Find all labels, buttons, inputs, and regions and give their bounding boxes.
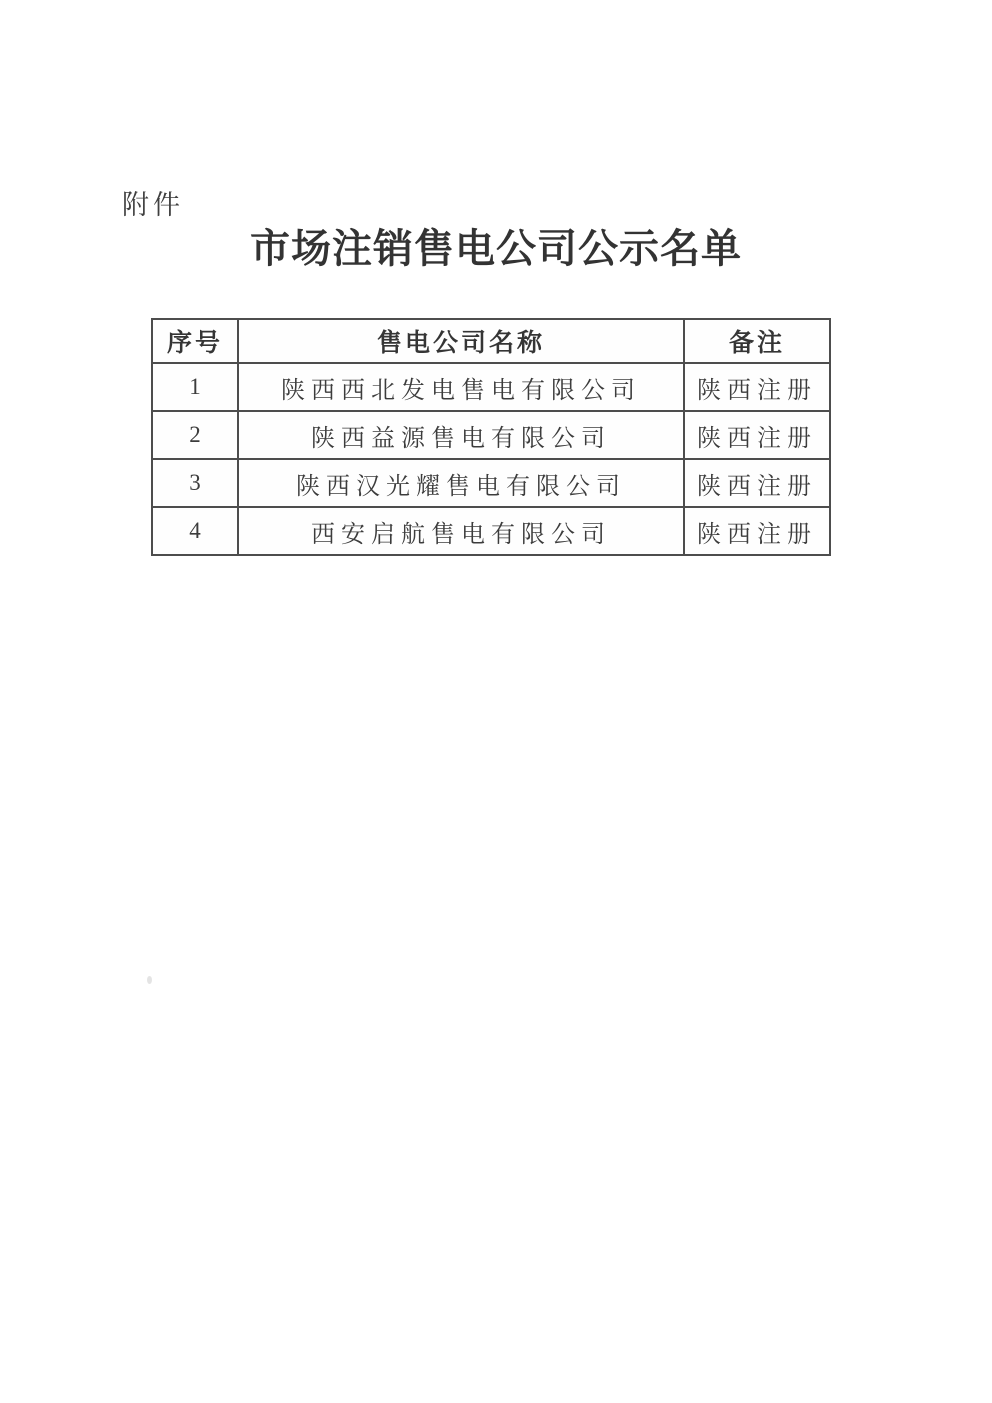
- row-remark: 陕西注册: [684, 363, 830, 411]
- scan-artifact: [147, 976, 152, 984]
- company-table: [151, 318, 831, 556]
- table-row: [152, 507, 830, 555]
- table-row: [152, 363, 830, 411]
- header-cell-no: 序号: [152, 319, 238, 363]
- page-title: 市场注销售电公司公示名单: [250, 226, 742, 271]
- row-name: 西安启航售电有限公司: [238, 507, 684, 555]
- header-cell-remark: 备注: [684, 319, 830, 363]
- table-header-row: [152, 319, 830, 363]
- row-remark: 陕西注册: [684, 411, 830, 459]
- row-name: 陕西西北发电售电有限公司: [238, 363, 684, 411]
- row-name: 陕西汉光耀售电有限公司: [238, 459, 684, 507]
- attachment-label: 附件: [122, 190, 184, 220]
- row-no: 4: [152, 507, 238, 555]
- header-cell-name: 售电公司名称: [238, 319, 684, 363]
- table-row: [152, 459, 830, 507]
- row-remark: 陕西注册: [684, 459, 830, 507]
- row-name: 陕西益源售电有限公司: [238, 411, 684, 459]
- row-no: 3: [152, 459, 238, 507]
- row-remark: 陕西注册: [684, 507, 830, 555]
- row-no: 1: [152, 363, 238, 411]
- row-no: 2: [152, 411, 238, 459]
- table-row: [152, 411, 830, 459]
